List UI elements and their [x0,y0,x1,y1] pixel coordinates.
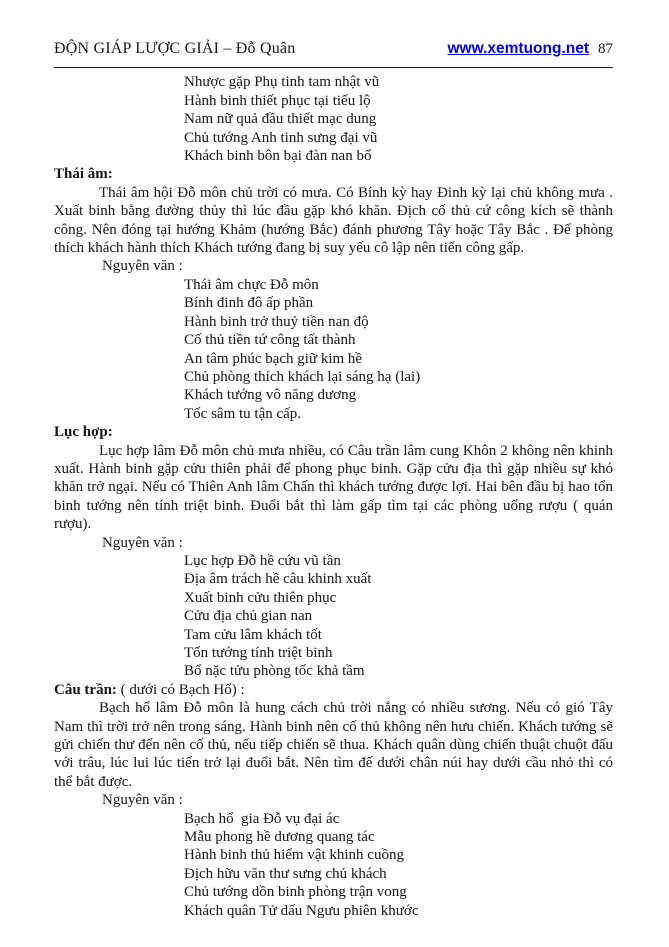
section-heading-text: Câu trần: [54,681,117,698]
opening-verse-block [54,73,613,165]
section-heading-text: Thái âm: [54,166,113,183]
section-heading [54,165,613,183]
nguyen-van-label: Nguyên văn : [102,258,183,275]
verse-line: Bạch hổ gia Đỗ vụ đại ác [184,810,340,827]
verse-line: Chủ tướng Anh tinh sưng đại vũ [184,129,378,146]
verse-line: Hành binh trở thuỷ tiền nan độ [184,313,369,330]
section-heading [54,423,613,441]
verse-line: Cửu địa chủ gian nan [184,608,313,625]
section-paragraph: Bạch hổ lâm Đỗ môn là hung cách chủ trời nắng có nhiều sương. Nếu có gió Tây Nam thì trời trở nên trong sáng. Hành binh nên cố thủ không nên hưu chiến. Khách tướng sẽ gửi chiến thư đến nên cố thủ, nếu tiếp chiến sẽ thua. Khách quân dùng chiến thuật chuột đấu với trâu, lúc lui lúc tiến trở lại đuổi bắt. Nên tìm đế dưới chân núi hay dưới cầu nhỏ thì có thể bắt được. [54,700,613,790]
verse-line: Cố thủ tiền tứ công tất thành [184,332,356,349]
section-thai-am [54,165,613,423]
section-paragraph: Lục hợp lâm Đỗ môn chủ mưa nhiều, có Câu trần lâm cung Khôn 2 không nên khinh xuất. Hành binh gặp cửu thiên phải để phong phục binh. Gặp cửu địa thì gặp nhiều sự khó khăn trở ngại. Nếu có Thiên Anh lâm Chấn thì khách tướng được lợi. Hai bên đầu bị hao tổn binh tướng nên tính triệt binh. Đuổi bắt thì làm gấp tìm tại các phòng uống rượu ( quán rượu). [54,442,613,533]
page-header [54,40,613,68]
verse-line: Khách quân Tử dấu Ngưu phiên khước [184,902,419,919]
verse-line: Khách binh bôn bại đàn nan bổ [184,148,372,165]
page-number: 87 [598,41,613,57]
section-paragraph: Thái âm hội Đỗ môn chủ trời có mưa. Có Bính kỳ hay Đinh kỳ lại chủ không mưa . Xuất binh bằng đường thủy thì lúc đầu gặp khó khăn. Địch cố thủ cứ công kích sẽ thành công. Nên đóng tại hướng Khảm (hướng Bắc) đánh phương Tây hoặc Tây Bắc . Để phòng thích khách hành thích Khách tướng đang bị suy yếu cô lập nên tiến công gấp. [54,184,613,257]
verse-line: Tổn tướng tính triệt binh [184,645,333,661]
verse-line: Xuất binh cửu thiên phục [184,589,337,606]
header-right [447,40,613,58]
verse-line: Chủ tướng dồn binh phòng trận vong [184,884,407,901]
verse-line: Nam nữ quả đầu thiết mạc dung [184,111,377,128]
section-heading [54,681,613,699]
section-heading-note: ( dưới có Bạch Hổ) : [116,681,245,698]
verse-line: Khách tướng vô năng dương [184,387,357,404]
header-title: ĐỘN GIÁP LƯỢC GIẢI – Đỗ Quân [54,40,296,57]
verse-block [54,552,613,681]
verse-line: Nhược gặp Phụ tinh tam nhật vũ [184,74,380,91]
verse-line: Mẫu phong hề dương quang tác [184,829,375,846]
verse-line: Địa âm trách hề câu khinh xuất [184,571,372,588]
verse-line: Lục hợp Đỗ hề cứu vũ tần [184,552,341,569]
verse-line: Bổ nặc tửu phòng tốc khả tầm [184,663,365,680]
verse-block [54,276,613,423]
verse-line: An tâm phúc bạch giữ kim hề [184,350,363,367]
verse-line: Bính đinh đô ấp phần [184,295,314,312]
verse-line: Địch hữu văn thư sưng chủ khách [184,865,387,882]
nguyen-van-label: Nguyên văn : [102,792,183,809]
verse-line: Thái âm chực Đỗ môn [184,276,319,293]
website-link[interactable]: www.xemtuong.net [447,40,589,57]
nguyen-van-label: Nguyên văn : [102,534,183,551]
verse-line: Tam cửu lâm khách tốt [184,626,322,643]
section-heading-text: Lục hợp: [54,424,113,441]
verse-line: Chủ phòng thích khách lại sáng hạ (lai) [184,368,421,385]
verse-line: Hành binh thủ hiểm vật khinh cuồng [184,847,404,864]
verse-line: Tốc sâm tu tận cấp. [184,405,302,422]
page-content [54,68,613,920]
verse-block [54,810,613,920]
verse-line: Hành binh thiết phục tại tiểu lộ [184,92,371,109]
section-luc-hop [54,423,613,681]
section-cau-tran [54,681,613,920]
